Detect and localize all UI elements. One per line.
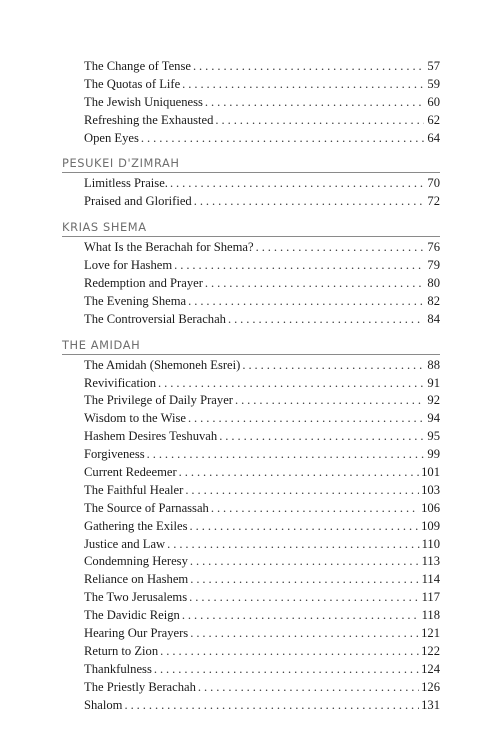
toc-entry-page: 121: [421, 626, 440, 641]
toc-entry-title: Praised and Glorified: [84, 194, 192, 209]
toc-entry-page: 82: [427, 293, 440, 308]
toc-entry[interactable]: [84, 193, 440, 211]
toc-entry-title: Revivification: [84, 375, 157, 390]
toc-entry[interactable]: [84, 625, 440, 643]
dot-leader: [182, 607, 420, 625]
toc-entry-page: 110: [421, 536, 440, 551]
toc-entry[interactable]: [84, 697, 440, 715]
toc-entry[interactable]: [84, 482, 440, 500]
toc-entry-page: 118: [421, 608, 440, 623]
toc-entry-page: 106: [421, 500, 440, 515]
toc-entry[interactable]: [84, 293, 440, 311]
toc-entry-title: Open Eyes: [84, 130, 139, 145]
toc-entry[interactable]: [84, 76, 440, 94]
dot-leader: [256, 239, 424, 257]
toc-entry-page: 91: [427, 375, 440, 390]
toc-entry[interactable]: [84, 392, 440, 410]
dot-leader: [174, 257, 424, 275]
toc-entry-title: Condemning Heresy: [84, 554, 188, 569]
toc-entry-title: The Privilege of Daily Prayer: [84, 393, 233, 408]
toc-entry-title: Limitless Praise.: [84, 176, 168, 191]
toc-entry-page: 109: [421, 518, 440, 533]
toc-entry-page: 131: [421, 697, 440, 712]
toc-entry[interactable]: [84, 239, 440, 257]
toc-entry-page: 88: [427, 357, 440, 372]
toc-entry[interactable]: [84, 311, 440, 329]
dot-leader: [189, 589, 419, 607]
dot-leader: [205, 275, 424, 293]
toc-entry-page: 62: [427, 112, 440, 127]
toc-entry-page: 117: [421, 590, 440, 605]
dot-leader: [188, 293, 424, 311]
toc-entry[interactable]: [84, 553, 440, 571]
toc-entry-title: Hashem Desires Teshuvah: [84, 429, 218, 444]
section-heading: KRIAS SHEMA: [62, 220, 440, 237]
toc-entry[interactable]: [84, 661, 440, 679]
toc-entry-title: Hearing Our Prayers: [84, 626, 189, 641]
toc-entry-title: The Jewish Uniqueness: [84, 94, 203, 109]
toc-entry-title: Redemption and Prayer: [84, 276, 203, 291]
toc-entry[interactable]: [84, 446, 440, 464]
dot-leader: [205, 94, 424, 112]
toc-entry[interactable]: [84, 643, 440, 661]
dot-leader: [242, 357, 424, 375]
toc-section-pesukei-dzimrah: [62, 156, 440, 211]
toc-entry-title: Shalom: [84, 697, 123, 712]
toc-entry-title: Gathering the Exiles: [84, 518, 188, 533]
toc-entry[interactable]: [84, 536, 440, 554]
toc-entry[interactable]: [84, 679, 440, 697]
toc-entry-page: 122: [421, 643, 440, 658]
toc-entry[interactable]: [84, 94, 440, 112]
toc-entry-page: 95: [427, 429, 440, 444]
toc-section-krias-shema: [62, 220, 440, 328]
toc-entry-page: 59: [427, 76, 440, 91]
toc-entry-title: Reliance on Hashem: [84, 572, 189, 587]
toc-entry-title: The Quotas of Life: [84, 76, 181, 91]
toc-entry[interactable]: [84, 464, 440, 482]
toc-entry-page: 113: [421, 554, 440, 569]
toc-entry-page: 60: [427, 94, 440, 109]
dot-leader: [182, 76, 424, 94]
toc-entry-page: 84: [427, 311, 440, 326]
toc-entry[interactable]: [84, 58, 440, 76]
toc-entry[interactable]: [84, 410, 440, 428]
toc-entry-page: 79: [427, 258, 440, 273]
dot-leader: [170, 175, 424, 193]
toc-entry-title: The Faithful Healer: [84, 482, 184, 497]
dot-leader: [228, 311, 424, 329]
toc-entry-title: Return to Zion: [84, 643, 159, 658]
toc-entry[interactable]: [84, 500, 440, 518]
toc-entry-page: 80: [427, 276, 440, 291]
toc-entry-title: The Amidah (Shemoneh Esrei): [84, 357, 241, 372]
toc-entry-page: 124: [421, 661, 440, 676]
toc-entry-page: 72: [427, 194, 440, 209]
toc-entry-page: 70: [427, 176, 440, 191]
dot-leader: [188, 410, 424, 428]
toc-entry-page: 92: [427, 393, 440, 408]
toc-section-the-amidah: [62, 338, 440, 715]
toc-entry-page: 99: [427, 447, 440, 462]
toc-section-continued: [62, 58, 440, 147]
dot-leader: [141, 130, 424, 148]
dot-leader: [158, 375, 424, 393]
dot-leader: [211, 500, 419, 518]
dot-leader: [190, 518, 420, 536]
toc-entry-title: The Change of Tense: [84, 59, 191, 73]
toc-entry-title: The Controversial Berachah: [84, 311, 226, 326]
toc-entry-title: The Two Jerusalems: [84, 590, 188, 605]
toc-entry-page: 114: [421, 572, 440, 587]
dot-leader: [190, 625, 419, 643]
toc-entry-title: The Source of Parnassah: [84, 500, 209, 515]
toc-entry[interactable]: [84, 112, 440, 130]
toc-entry-page: 76: [427, 240, 440, 255]
toc-entry-title: The Priestly Berachah: [84, 679, 196, 694]
toc-entry[interactable]: [84, 571, 440, 589]
toc-entry[interactable]: [84, 589, 440, 607]
dot-leader: [147, 446, 424, 464]
toc-entry[interactable]: [84, 428, 440, 446]
dot-leader: [215, 112, 424, 130]
dot-leader: [235, 392, 424, 410]
dot-leader: [193, 58, 424, 76]
toc-entry[interactable]: [84, 375, 440, 393]
dot-leader: [198, 679, 419, 697]
toc-entry[interactable]: [84, 518, 440, 536]
toc-entry-title: Current Redeemer: [84, 465, 177, 480]
dot-leader: [124, 697, 419, 715]
toc-entry-page: 126: [421, 679, 440, 694]
toc-entry[interactable]: [84, 175, 440, 193]
toc-entry-page: 103: [421, 482, 440, 497]
dot-leader: [179, 464, 419, 482]
section-heading: THE AMIDAH: [62, 338, 440, 355]
dot-leader: [194, 193, 424, 211]
toc-entry-title: Justice and Law: [84, 536, 166, 551]
toc-entry-title: The Evening Shema: [84, 293, 187, 308]
toc-entry[interactable]: [84, 275, 440, 293]
toc-entry-page: 94: [427, 411, 440, 426]
dot-leader: [190, 553, 420, 571]
section-heading: PESUKEI D'ZIMRAH: [62, 156, 440, 173]
toc-entry[interactable]: [84, 357, 440, 375]
toc-entry-title: Forgiveness: [84, 447, 145, 462]
toc-entry[interactable]: [84, 257, 440, 275]
toc-entry-title: Refreshing the Exhausted: [84, 112, 214, 127]
toc-entry-title: What Is the Berachah for Shema?: [84, 240, 254, 255]
toc-entry[interactable]: [84, 130, 440, 148]
toc-entry-page: 64: [427, 130, 440, 145]
dot-leader: [160, 643, 419, 661]
toc-entry-title: Thankfulness: [84, 661, 152, 676]
toc-entry[interactable]: [84, 607, 440, 625]
toc-entry-page: 57: [427, 59, 440, 73]
toc-entry-title: The Davidic Reign: [84, 608, 180, 623]
dot-leader: [167, 536, 419, 554]
dot-leader: [154, 661, 419, 679]
dot-leader: [185, 482, 419, 500]
toc-entry-page: 101: [421, 465, 440, 480]
table-of-contents: [62, 58, 440, 715]
dot-leader: [190, 571, 419, 589]
toc-entry-title: Love for Hashem: [84, 258, 173, 273]
dot-leader: [219, 428, 424, 446]
toc-entry-title: Wisdom to the Wise: [84, 411, 186, 426]
